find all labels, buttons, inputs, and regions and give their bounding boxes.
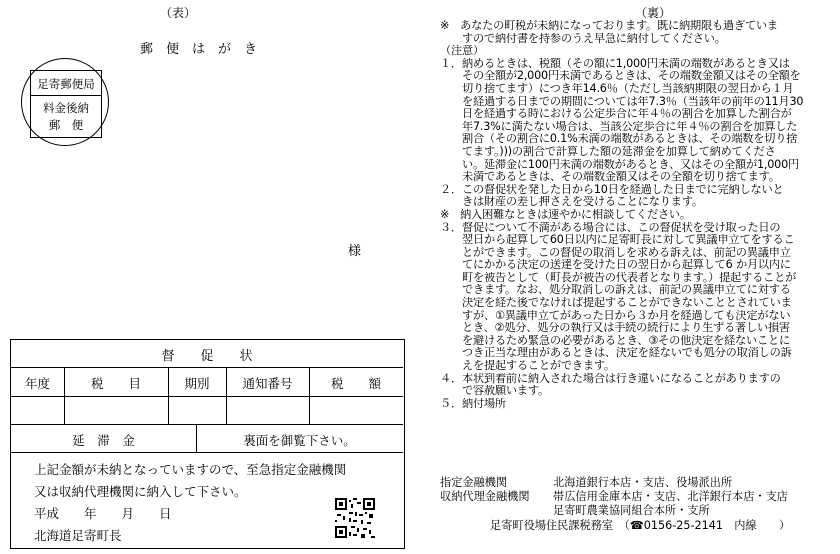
designated-bank-value: 北海道銀行本店・支店、役場派出所 xyxy=(553,476,733,489)
stamp-postage-deferred: 料金後納 xyxy=(43,101,89,115)
notice-line: ３．督促について不満がある場合には、この督促状を受け取った日の xyxy=(440,221,781,234)
postcard-title: 郵 便 は が き xyxy=(140,42,258,57)
notice-line: 切り捨てます）につき年14.6％（ただし当該納期限の翌日から１月 xyxy=(440,82,794,95)
notice-line: きは財産の差し押さえを受けることになります。 xyxy=(440,196,703,209)
header-tax-amount: 税 額 xyxy=(330,376,381,391)
notice-line: 町を被告として（町長が被告の代表者となります。）提起することが xyxy=(440,271,797,284)
notice-line: 翌日から起算して60日以内に足寄町長に対して異議申立てをするこ xyxy=(440,234,795,247)
header-period: 期別 xyxy=(184,376,210,391)
notice-line: 年7.3%に満たない場合は、当該公定歩合に年４％の割合を加算した xyxy=(440,120,798,133)
notice-line: すので納付書を持参のうえ早急に納付してください。 xyxy=(440,32,726,45)
stamp-post-office: 足寄郵便局 xyxy=(37,77,95,91)
notice-line: （注意） xyxy=(440,45,484,58)
issuer: 北海道足寄町長 xyxy=(34,528,122,543)
notice-line: とき、②処分、処分の執行又は手続の続行により生ずる著しい損害 xyxy=(440,322,790,335)
notice-line: １．納めるときは、税額（その額に1,000円未満の端数があるとき又は xyxy=(440,57,790,70)
late-fee-note: 裏面を御覧下さい。 xyxy=(243,433,356,448)
notice-line: を経過する日までの期間については年7.3％（当該年の前年の11月30 xyxy=(440,95,804,108)
agency-bank-value-1: 帯広信用金庫本店・支店、北洋銀行本店・支店 xyxy=(553,490,788,503)
notice-line: てます。)))の割合で計算した額の延滞金を加算して納めてくださ xyxy=(440,145,776,158)
notice-line: つき正当な理由があるときは、決定を経ないでも処分の取消しの訴 xyxy=(440,347,792,360)
back-side-label: （裏） xyxy=(635,6,672,20)
notice-line: すが、①異議申立てがあった日から３か月を経過しても決定がない xyxy=(440,309,791,322)
notice-line: 割合（その割合に0.1%未満の端数があるときは、その端数を切り捨 xyxy=(440,133,798,146)
header-fiscal-year: 年度 xyxy=(24,376,50,391)
notice-line: とができます。この督促の取消しを求める訴えは、前記の異議申立 xyxy=(440,246,791,259)
notice-line: ５．納付場所 xyxy=(440,397,506,410)
header-notice-number: 通知番号 xyxy=(242,376,293,391)
notice-line: その全額が2,000円未満であるときは、その端数金額又はその全額を xyxy=(440,70,801,83)
stamp-mail: 郵 便 xyxy=(48,118,84,132)
header-tax-item: 税 目 xyxy=(90,376,141,391)
notice-line: 日を経過する時における公定歩合に年４％の割合を加算した割合が xyxy=(440,108,792,121)
postage-stamp-box xyxy=(30,70,102,138)
notice-line: ※ あなたの町税が未納になっております。既に納期限も過ぎていま xyxy=(440,20,778,32)
front-side-label: （表） xyxy=(160,6,197,20)
notice-line: てにかかる決定の送達を受けた日の翌日から起算して6 か月以内に xyxy=(440,259,791,272)
notice-line: 決定を経た後でなければ提起することができないこととされていま xyxy=(440,297,792,310)
notice-line: で容赦願います。 xyxy=(440,385,549,398)
notice-line: ※ 納入困難なときは速やかに相談してください。 xyxy=(440,208,691,221)
designated-bank-label: 指定金融機関 xyxy=(440,476,508,489)
notice-line: できます。なお、処分取消しの訴えは、前記の異議申立てに対する xyxy=(440,284,791,297)
notice-line: 未満であるときは、その端数金額又はその全額を切り捨てます。 xyxy=(440,171,780,184)
notice-line: ４．本状到着前に納入された場合は行き違いになることがありますの xyxy=(440,372,781,385)
notice-line: を避けるため緊急の必要があるとき、③その他決定を経ないことに xyxy=(440,334,790,347)
late-fee-label: 延 滞 金 xyxy=(72,433,135,448)
notice-line: ２．この督促状を発した日から10日を経過した日までに完納しないと xyxy=(440,183,784,196)
notice-line-1: 上記金額が未納となっていますので、至急指定金融機関 xyxy=(34,462,347,477)
notice-line-2: 又は収納代理機関に納入して下さい。 xyxy=(34,484,247,499)
agency-bank-value-2: 足寄町農業協同組合本所・支所 xyxy=(553,504,710,517)
addressee-suffix: 様 xyxy=(348,244,362,259)
back-notice-text xyxy=(440,20,835,410)
contact-info: 足寄町役場住民課税務室 （☎0156-25-2141 内線 ） xyxy=(490,519,791,532)
date-line: 平成 年 月 日 xyxy=(34,506,172,521)
qr-code-icon xyxy=(335,498,375,538)
notice-line: い。延滞金に100円未満の端数があるとき、又はその全額が1,000円 xyxy=(440,158,799,171)
notice-line: えを提起することができます。 xyxy=(440,360,615,373)
agency-bank-label: 収納代理金融機関 xyxy=(440,490,530,503)
form-title: 督 促 状 xyxy=(161,349,253,364)
